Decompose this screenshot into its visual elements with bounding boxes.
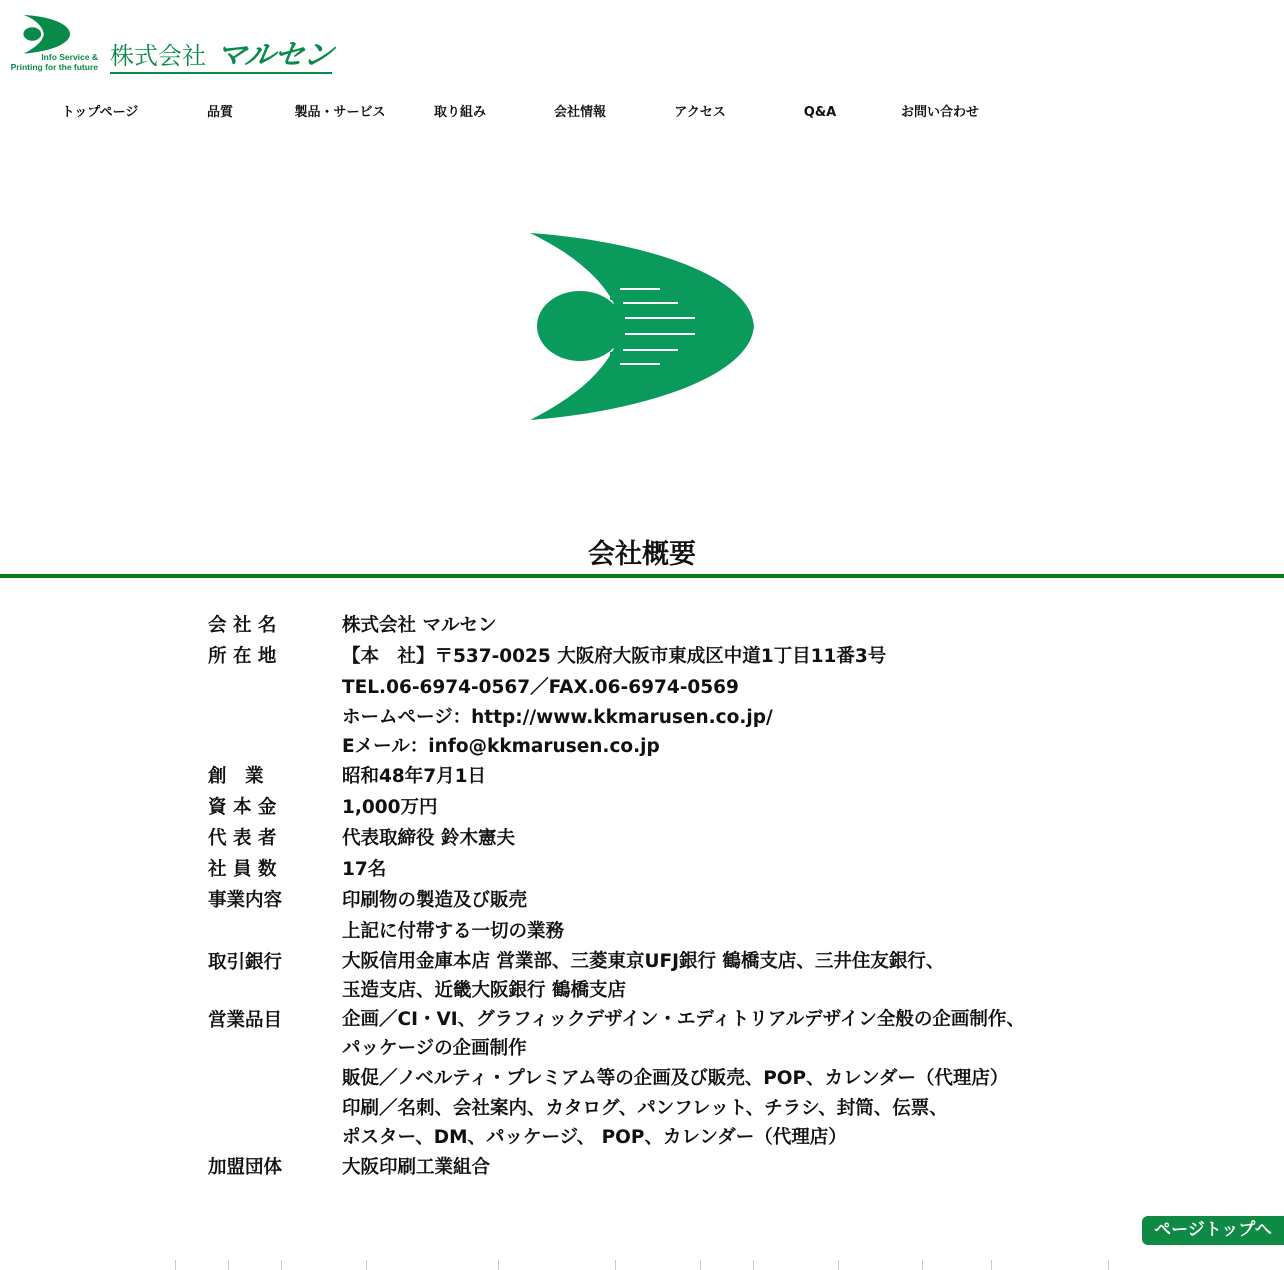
phone-fax[interactable]: TEL.06-6974-0567／FAX.06-6974-0569 [342, 677, 739, 698]
row-value: 株式会社 マルセン [342, 615, 497, 636]
page-title: 会社概要 [588, 539, 696, 570]
nav-item-products[interactable]: 製品・サービス [294, 105, 386, 120]
footer-divider [838, 1260, 839, 1270]
hero-emblem [525, 228, 757, 428]
row-value: 企画／CI・VI、グラフィックデザイン・エディトリアルデザイン全般の企画制作、 [342, 1009, 1025, 1030]
row-value: 大阪印刷工業組合 [342, 1157, 491, 1178]
row-label: 資 本 金 [208, 797, 277, 818]
profile-row-products [205, 1005, 1105, 1152]
nav-item-contact[interactable]: お問い合わせ [900, 105, 979, 120]
nav-item-quality[interactable]: 品質 [206, 105, 233, 120]
row-value: ポスター、DM、パッケージ、 POP、カレンダー（代理店） [342, 1127, 847, 1148]
footer-divider [991, 1260, 992, 1270]
email-link[interactable]: Eメール：info@kkmarusen.co.jp [342, 736, 660, 757]
row-label: 営業品目 [208, 1010, 283, 1031]
brand-wordmark[interactable] [110, 38, 335, 74]
profile-row-capital [205, 792, 1105, 823]
profile-row-address [205, 641, 1105, 761]
footer-divider [922, 1260, 923, 1270]
nav-item-company[interactable]: 会社情報 [553, 105, 606, 120]
profile-row-business [205, 885, 1105, 947]
global-nav [40, 102, 1000, 124]
row-value: 代表取締役 鈴木憲夫 [342, 828, 515, 849]
nav-item-initiatives[interactable]: 取り組み [433, 105, 486, 120]
row-value: 印刷物の製造及び販売 [342, 890, 528, 911]
row-value: 昭和48年7月1日 [342, 766, 486, 787]
marusen-emblem-icon [525, 228, 757, 424]
row-label: 代 表 者 [208, 828, 277, 849]
row-value: 大阪信用金庫本店 営業部、三菱東京UFJ銀行 鶴橋支店、三井住友銀行、 [342, 951, 945, 972]
footer-divider [498, 1260, 499, 1270]
logo-tagline [0, 52, 98, 72]
nav-item-faq[interactable]: Q&A [803, 105, 837, 120]
row-value: 17名 [342, 859, 387, 880]
row-value: 印刷／名刺、会社案内、カタログ、パンフレット、チラシ、封筒、伝票、 [342, 1098, 948, 1119]
row-label: 社 員 数 [208, 859, 277, 880]
footer-divider [1108, 1260, 1109, 1270]
footer-nav-strip [0, 1258, 1284, 1270]
row-value: 1,000万円 [342, 797, 438, 818]
title-divider [0, 574, 1284, 578]
footer-divider [228, 1260, 229, 1270]
footer-divider [366, 1260, 367, 1270]
footer-divider [281, 1260, 282, 1270]
tagline-line1: Info Service & [41, 52, 98, 62]
profile-row-company-name [205, 610, 1105, 641]
row-value: 【本 社】〒537-0025 大阪府大阪市東成区中道1丁目11番3号 [342, 646, 887, 667]
row-label: 取引銀行 [208, 952, 283, 973]
profile-row-founded [205, 761, 1105, 792]
row-value: 販促／ノベルティ・プレミアム等の企画及び販売、POP、カレンダー（代理店） [342, 1068, 1009, 1089]
page-top-button[interactable]: ページトップへ [1142, 1216, 1284, 1245]
footer-divider [753, 1260, 754, 1270]
row-value: 上記に付帯する一切の業務 [342, 921, 565, 942]
row-value: パッケージの企画制作 [342, 1038, 527, 1059]
tagline-line2: Printing for the future [10, 62, 98, 72]
company-logo[interactable] [0, 12, 98, 74]
row-label: 創 業 [208, 766, 264, 787]
footer-divider [700, 1260, 701, 1270]
nav-item-top[interactable]: トップページ [61, 105, 139, 120]
row-label: 所 在 地 [208, 646, 277, 667]
company-profile-table [205, 610, 1105, 1183]
nav-item-access[interactable]: アクセス [674, 105, 726, 120]
row-value: 玉造支店、近畿大阪銀行 鶴橋支店 [342, 980, 626, 1001]
brand-prefix: 株式会社 [110, 42, 206, 70]
footer-divider [615, 1260, 616, 1270]
row-label: 事業内容 [208, 890, 283, 911]
marusen-logo-icon [22, 14, 72, 54]
footer-divider [175, 1260, 176, 1270]
profile-row-employees [205, 854, 1105, 885]
homepage-link[interactable]: ホームページ：http://www.kkmarusen.co.jp/ [342, 707, 773, 728]
row-label: 会 社 名 [208, 615, 277, 636]
row-label: 加盟団体 [208, 1157, 283, 1178]
profile-row-associations [205, 1152, 1105, 1183]
brand-name: マルセン [213, 38, 335, 73]
profile-row-representative [205, 823, 1105, 854]
profile-row-banks [205, 947, 1105, 1005]
